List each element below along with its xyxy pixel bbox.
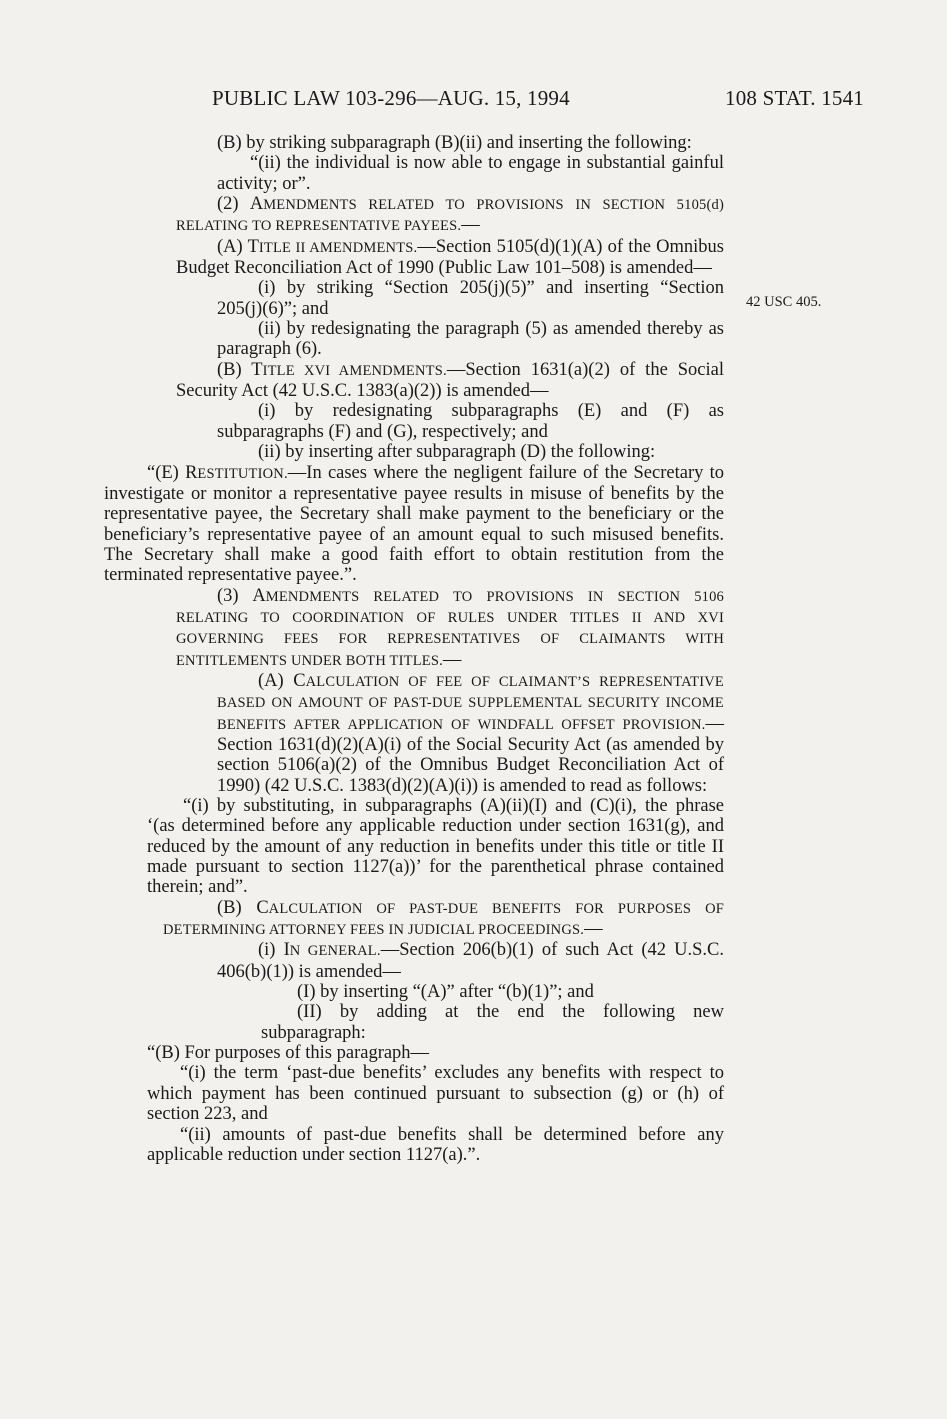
paragraph-b-purposes: “(B) For purposes of this paragraph—: [147, 1043, 430, 1064]
running-header: [212, 86, 864, 116]
paragraph-a-title-ii: (A) TITLE II AMENDMENTS.—Section 5105(d)(1)(A) of the Omnibus Budget Reconciliation Act of 1990 (Public Law 101–508) is amended—: [176, 236, 724, 279]
paragraph-b-calculation-past-due: (B) CALCULATION OF PAST-DUE BENEFITS FOR PURPOSES OF DETERMINING ATTORNEY FEES IN JUDICIAL PROCEEDINGS.—: [163, 897, 724, 940]
paragraph-II-adding: (II) by adding at the end the following new subparagraph:: [261, 1002, 724, 1043]
paragraph-b-striking: (B) by striking subparagraph (B)(ii) and inserting the following:: [217, 133, 692, 153]
paragraph-ii-substantial: “(ii) the individual is now able to engage in substantial gainful activity; or”.: [217, 153, 724, 194]
paragraph-i-in-general: (i) IN GENERAL.—Section 206(b)(1) of such Act (42 U.S.C. 406(b)(1)) is amended—: [217, 940, 724, 982]
paragraph-ii-inserting: (ii) by inserting after subparagraph (D) the following:: [258, 442, 656, 463]
paragraph-i-past-due-term: “(i) the term ‘past-due benefits’ excludes any benefits with respect to which payment has been continued pursuant to subsection (g) or (h) of section 223, and: [147, 1063, 724, 1125]
body-text: [104, 133, 724, 1165]
paragraph-i-striking: (i) by striking “Section 205(j)(5)” and inserting “Section 205(j)(6)”; and: [217, 278, 724, 319]
header-stat-page: 108 STAT. 1541: [725, 86, 864, 110]
paragraph-I-inserting-a: (I) by inserting “(A)” after “(b)(1)”; and: [297, 982, 594, 1003]
paragraph-i-substituting: “(i) by substituting, in subparagraphs (A)(ii)(I) and (C)(i), the phrase ‘(as determined before any applicable reduction under section 1631(g), and reduced by the amount of any reduction in benefits under this title or title II made pursuant to section 1127(a))’ for the parenthetical phrase contained therein; and”.: [147, 796, 724, 898]
header-law-date: PUBLIC LAW 103-296—AUG. 15, 1994: [212, 86, 570, 110]
paragraph-2-amendments: (2) AMENDMENTS RELATED TO PROVISIONS IN SECTION 5105(d) RELATING TO REPRESENTATIVE PAYEES.—: [176, 194, 724, 236]
paragraph-3-amendments: (3) AMENDMENTS RELATED TO PROVISIONS IN SECTION 5106 RELATING TO COORDINATION OF RULES UNDER TITLES II AND XVI GOVERNING FEES FOR REPRESENTATIVES OF CLAIMANTS WITH ENTITLEMENTS UNDER BOTH TITLES.—: [176, 585, 725, 670]
paragraph-ii-redesignating: (ii) by redesignating the paragraph (5) as amended thereby as paragraph (6).: [217, 319, 724, 360]
paragraph-i-redesignating: (i) by redesignating subparagraphs (E) and (F) as subparagraphs (F) and (G), respectively; and: [217, 401, 724, 442]
margin-citation: 42 USC 405.: [746, 294, 822, 310]
paragraph-a-calculation-fee: (A) CALCULATION OF FEE OF CLAIMANT’S REPRESENTATIVE BASED ON AMOUNT OF PAST-DUE SUPPLEMENTAL SECURITY INCOME BENEFITS AFTER APPLICATION OF WINDFALL OFFSET PROVISION.—Section 1631(d)(2)(A)(i) of the Social Security Act (as amended by section 5106(a)(2) of the Omnibus Budget Reconciliation Act of 1990) (42 U.S.C. 1383(d)(2)(A)(i)) is amended to read as follows:: [217, 670, 724, 796]
paragraph-b-title-xvi: (B) TITLE XVI AMENDMENTS.—Section 1631(a)(2) of the Social Security Act (42 U.S.C. 1383(a)(2)) is amended—: [176, 359, 724, 402]
paragraph-ii-amounts: “(ii) amounts of past-due benefits shall be determined before any applicable reduction under section 1127(a).”.: [147, 1124, 724, 1165]
paragraph-e-restitution: “(E) RESTITUTION.—In cases where the negligent failure of the Secretary to investigate or monitor a representative payee results in misuse of benefits by the representative payee, the Secretary shall make payment to the beneficiary or the beneficiary’s representative payee of an amount equal to such misused benefits. The Secretary shall make a good faith effort to obtain restitution from the terminated representative payee.”.: [104, 462, 724, 586]
